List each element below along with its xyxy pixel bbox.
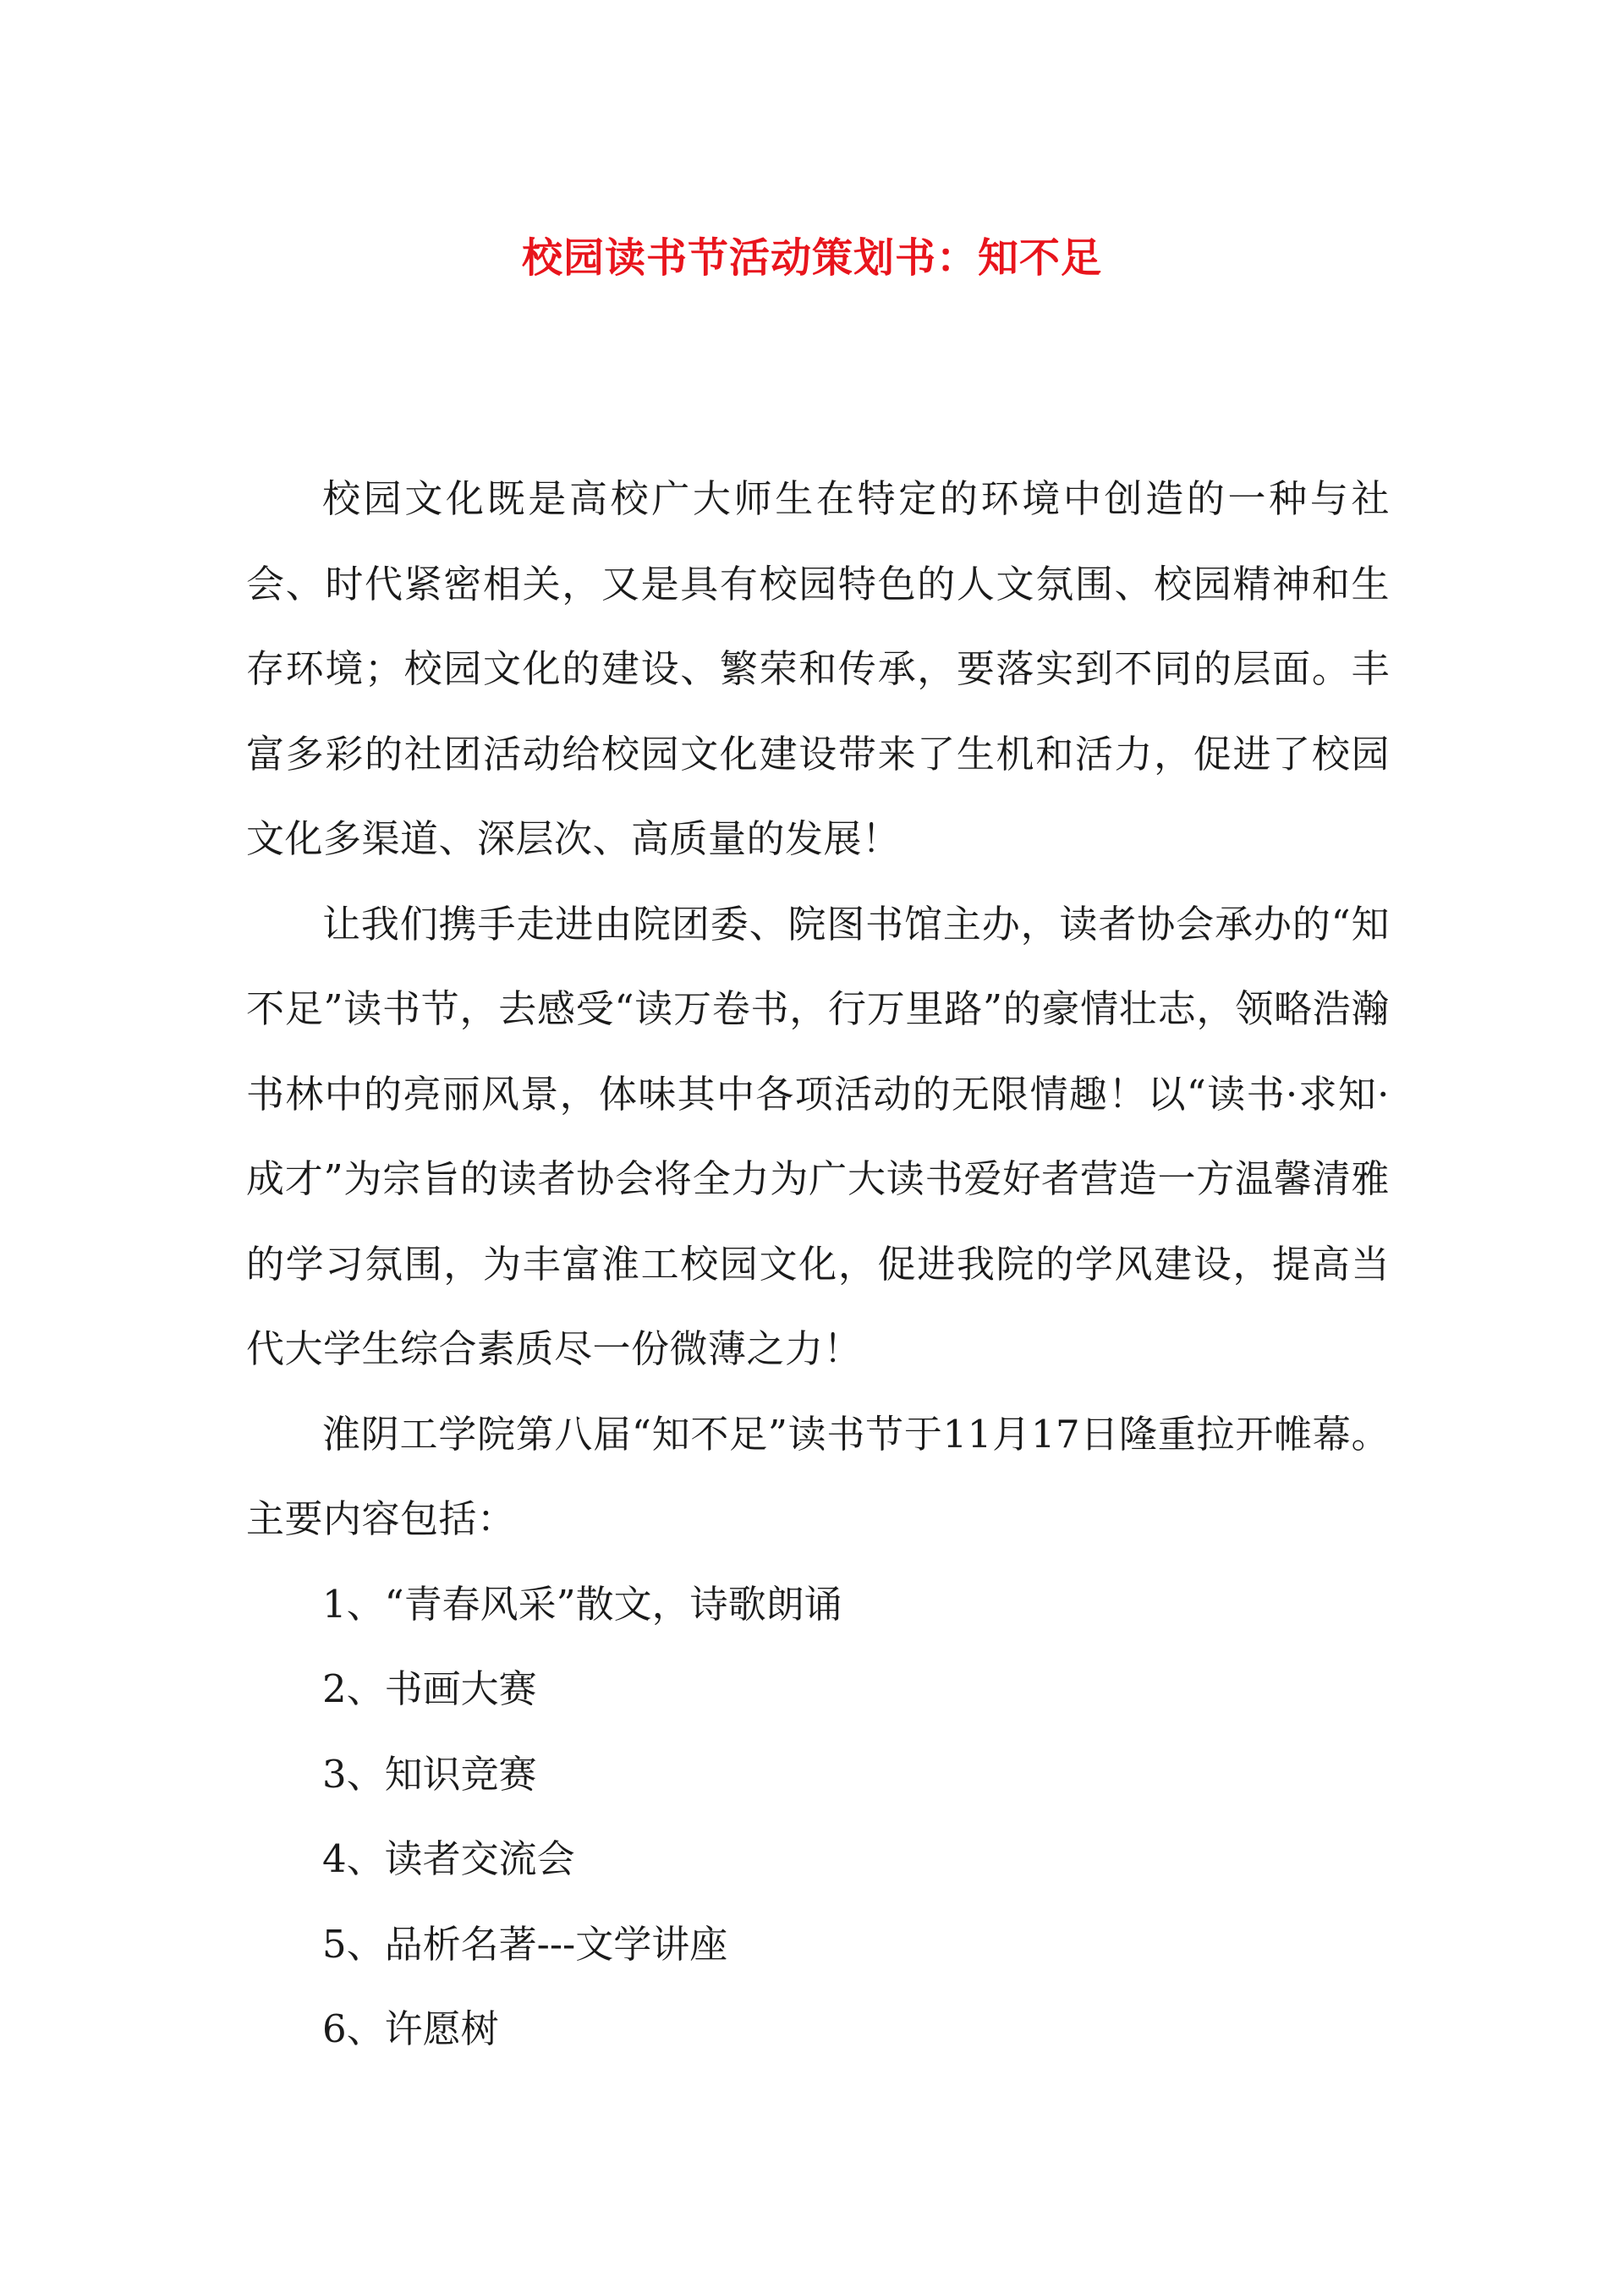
paragraph-invitation: 让我们携手走进由院团委、院图书馆主办，读者协会承办的“知不足”读书节，去感受“读万卷书，行万里路”的豪情壮志，领略浩瀚书林中的亮丽风景，体味其中各项活动的无限情趣！以“读书·求知·成才”为宗旨的读者协会将全力为广大读书爱好者营造一方温馨清雅的学习氛围，为丰富淮工校园文化，促进我院的学风建设，提高当代大学生综合素质尽一份微薄之力！ (246, 901, 1390, 1371)
activity-list (246, 1562, 1390, 2072)
list-item: 4、读者交流会 (322, 1836, 575, 1881)
list-item: 1、“青春风采”散文，诗歌朗诵 (322, 1581, 842, 1627)
list-item: 2、书画大赛 (322, 1666, 537, 1711)
list-item: 5、品析名著---文学讲座 (322, 1921, 728, 1967)
document-body (246, 457, 1390, 2072)
paragraph-schedule: 淮阴工学院第八届“知不足”读书节于11月17日隆重拉开帷幕。主要内容包括： (246, 1411, 1390, 1541)
list-item: 6、许愿树 (322, 2006, 499, 2051)
document-title: 校园读书节活动策划书：知不足 (521, 234, 1102, 283)
list-item: 3、知识竞赛 (322, 1751, 537, 1797)
paragraph-intro: 校园文化既是高校广大师生在特定的环境中创造的一种与社会、时代紧密相关，又是具有校园特色的人文氛围、校园精神和生存环境；校园文化的建设、繁荣和传承，要落实到不同的层面。丰富多彩的社团活动给校园文化建设带来了生机和活力，促进了校园文化多渠道、深层次、高质量的发展！ (246, 476, 1390, 861)
